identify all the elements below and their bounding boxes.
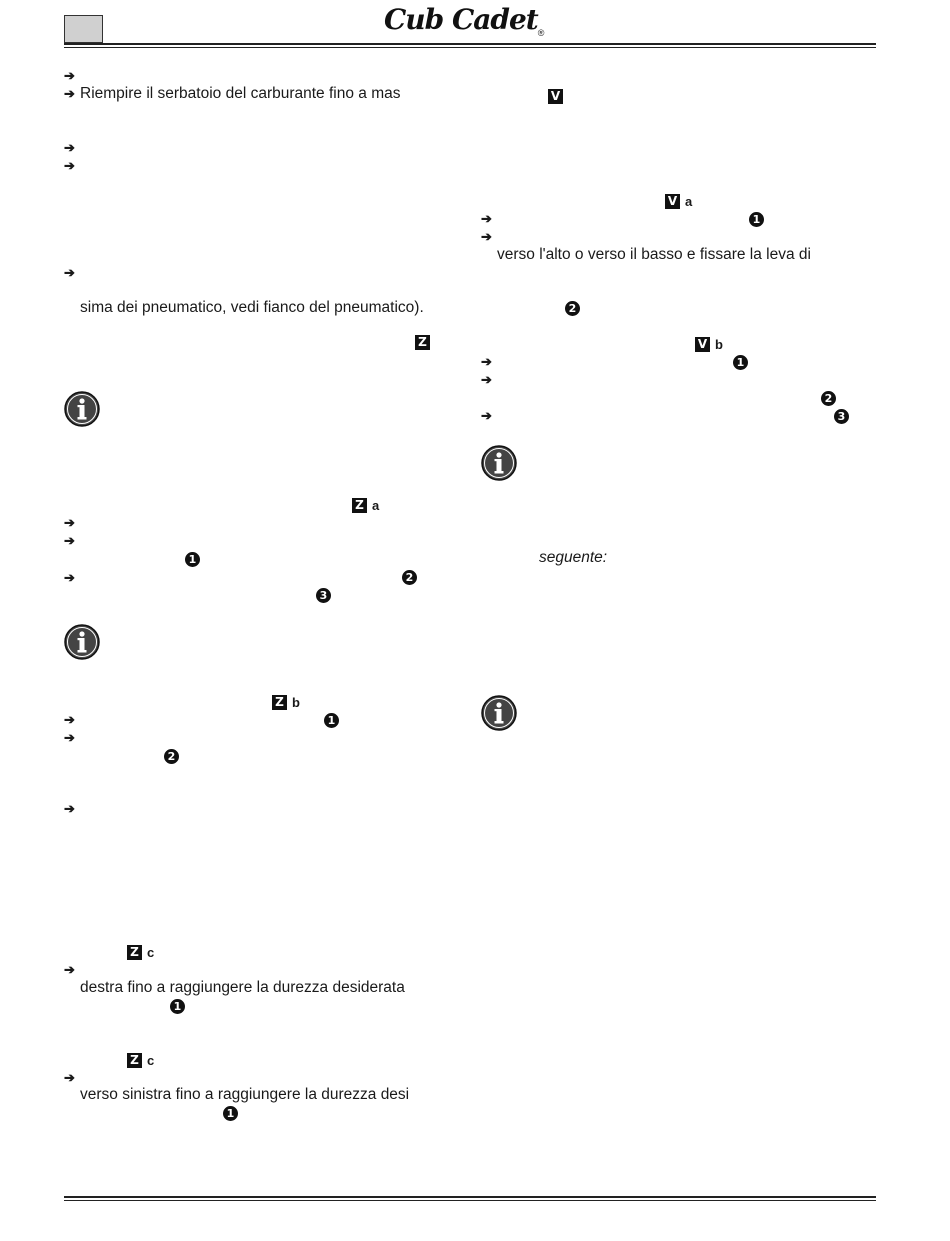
- figure-ref-v-b-label: b: [715, 337, 723, 352]
- footer-rule-bottom: [64, 1200, 876, 1201]
- figure-ref-z-b-label: b: [292, 695, 300, 710]
- instruction-fill-tank: Riempire il serbatoio del carburante fino a mas: [80, 85, 401, 102]
- bullet-arrow: ➔: [64, 962, 75, 977]
- marker-1: 1: [733, 355, 748, 370]
- bullet-arrow: ➔: [64, 730, 75, 745]
- bullet-arrow: ➔: [481, 229, 492, 244]
- bullet-arrow: ➔: [64, 515, 75, 530]
- page-number-box: [64, 15, 103, 43]
- figure-ref-z-c-label: c: [147, 945, 155, 960]
- figure-ref-z-c: Z: [127, 945, 142, 960]
- figure-ref-z-b: Z: [272, 695, 287, 710]
- info-icon: [481, 445, 517, 481]
- bullet-arrow: ➔: [64, 801, 75, 816]
- figure-ref-v-a: V: [665, 194, 680, 209]
- bullet-arrow: ➔: [64, 1070, 75, 1085]
- bullet-arrow: ➔: [64, 158, 75, 173]
- figure-ref-z-a: Z: [352, 498, 367, 513]
- bullet-arrow: ➔: [64, 140, 75, 155]
- figure-ref-z-c: Z: [127, 1053, 142, 1068]
- footer-rule-top: [64, 1196, 876, 1198]
- figure-ref-v-a-label: a: [685, 194, 693, 209]
- marker-1: 1: [223, 1106, 238, 1121]
- instruction-tyre-pressure: sima dei pneumatico, vedi fianco del pneumatico).: [80, 299, 424, 316]
- marker-3: 3: [316, 588, 331, 603]
- bullet-arrow: ➔: [64, 265, 75, 280]
- marker-2: 2: [565, 301, 580, 316]
- bullet-arrow: ➔: [64, 86, 75, 101]
- bullet-arrow: ➔: [64, 68, 75, 83]
- brand-logo-text: Cub Cadet: [384, 3, 538, 36]
- header-rule-bottom: [64, 47, 876, 48]
- marker-2: 2: [164, 749, 179, 764]
- marker-1: 1: [324, 713, 339, 728]
- info-icon: [481, 695, 517, 731]
- figure-ref-z: Z: [415, 335, 430, 350]
- bullet-arrow: ➔: [64, 712, 75, 727]
- marker-1: 1: [170, 999, 185, 1014]
- marker-2: 2: [821, 391, 836, 406]
- header-rule-top: [64, 43, 876, 45]
- bullet-arrow: ➔: [481, 211, 492, 226]
- instruction-following: seguente:: [539, 549, 608, 566]
- bullet-arrow: ➔: [481, 354, 492, 369]
- registered-mark: ®: [537, 28, 545, 38]
- figure-ref-z-a-label: a: [372, 498, 380, 513]
- instruction-right-hardness: destra fino a raggiungere la durezza desiderata: [80, 979, 405, 996]
- info-icon: [64, 624, 100, 660]
- figure-ref-v: V: [548, 89, 563, 104]
- figure-ref-v-b: V: [695, 337, 710, 352]
- brand-logo: [384, 2, 564, 38]
- marker-1: 1: [185, 552, 200, 567]
- bullet-arrow: ➔: [64, 570, 75, 585]
- marker-3: 3: [834, 409, 849, 424]
- bullet-arrow: ➔: [481, 372, 492, 387]
- marker-2: 2: [402, 570, 417, 585]
- marker-1: 1: [749, 212, 764, 227]
- instruction-left-hardness: verso sinistra fino a raggiungere la durezza desi: [80, 1086, 410, 1103]
- info-icon: [64, 391, 100, 427]
- bullet-arrow: ➔: [481, 408, 492, 423]
- figure-ref-z-c-label: c: [147, 1053, 155, 1068]
- bullet-arrow: ➔: [64, 533, 75, 548]
- instruction-lever: verso l'alto o verso il basso e fissare la leva di: [497, 246, 811, 263]
